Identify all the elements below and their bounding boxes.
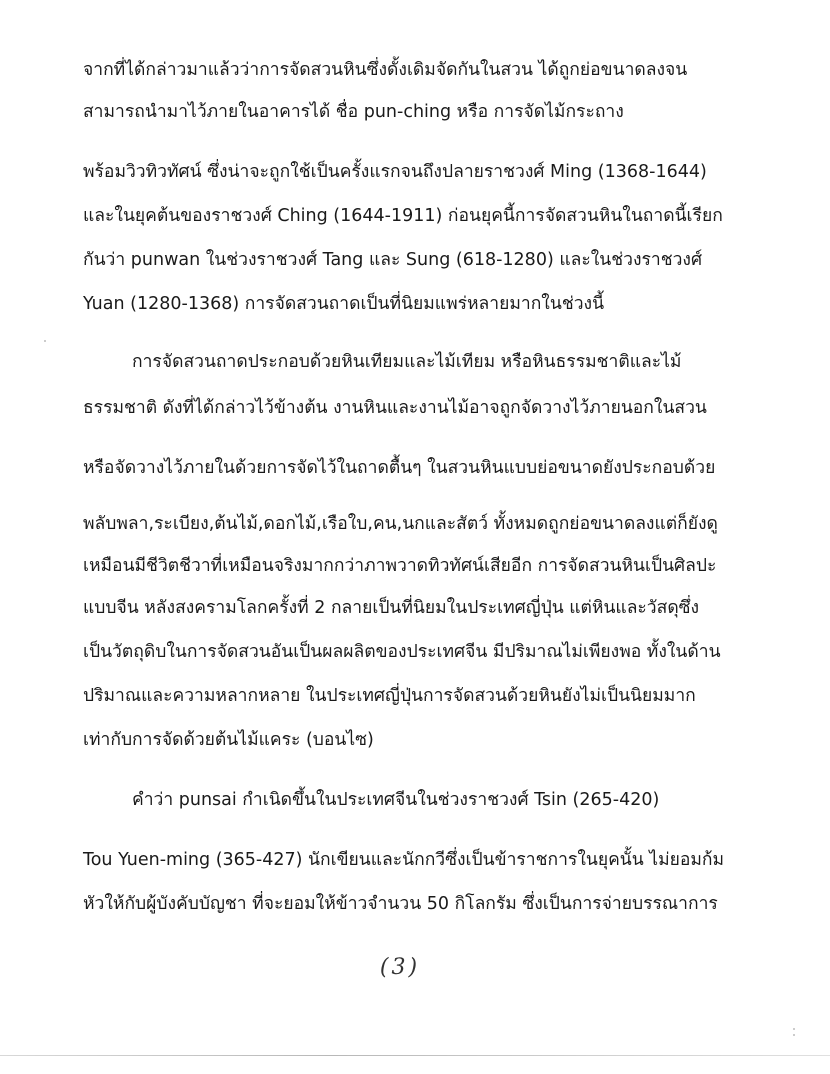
text-line-15: เท่ากับการจัดด้วยต้นไม้แคระ (บอนไซ) — [83, 730, 374, 750]
text-line-9: หรือจัดวางไว้ภายในด้วยการจัดไว้ในถาดตื้นๆ ในสวนหินแบบย่อขนาดยังประกอบด้วย — [83, 458, 716, 478]
text-line-18: หัวให้กับผู้บังคับบัญชา ที่จะยอมให้ข้าวจำนวน 50 กิโลกรัม ซึ่งเป็นการจ่ายบรรณาการ — [83, 894, 718, 914]
text-line-2: สามารถนำมาไว้ภายในอาคารได้ ชื่อ pun-ching หรือ การจัดไม้กระถาง — [83, 102, 624, 122]
text-line-16: คำว่า punsai กำเนิดขึ้นในประเทศจีนในช่วงราชวงศ์ Tsin (265-420) — [132, 790, 660, 810]
text-line-3: พร้อมวิวทิวทัศน์ ซึ่งน่าจะถูกใช้เป็นครั้งแรกจนถึงปลายราชวงศ์ Ming (1368-1644) — [83, 162, 707, 182]
text-line-10: พลับพลา,ระเบียง,ต้นไม้,ดอกไม้,เรือใบ,คน,นกและสัตว์ ทั้งหมดถูกย่อขนาดลงแต่ก็ยังดู — [83, 514, 718, 534]
text-line-6: Yuan (1280-1368) การจัดสวนถาดเป็นที่นิยมแพร่หลายมากในช่วงนี้ — [83, 294, 605, 314]
text-line-14: ปริมาณและความหลากหลาย ในประเทศญี่ปุ่นการจัดสวนด้วยหินยังไม่เป็นนิยมมาก — [83, 686, 696, 706]
scan-speck — [793, 1028, 795, 1030]
text-line-17: Tou Yuen-ming (365-427) นักเขียนและนักกวีซึ่งเป็นข้าราชการในยุคนั้น ไม่ยอมก้ม — [83, 850, 725, 870]
text-line-12: แบบจีน หลังสงครามโลกครั้งที่ 2 กลายเป็นที่นิยมในประเทศญี่ปุ่น แต่หินและวัสดุซึ่ง — [83, 598, 700, 618]
text-line-4: และในยุคต้นของราชวงศ์ Ching (1644-1911) ก่อนยุคนี้การจัดสวนหินในถาดนี้เรียก — [83, 206, 723, 226]
page-number: (3) — [379, 955, 421, 980]
scan-speck — [44, 340, 46, 342]
text-line-5: กันว่า punwan ในช่วงราชวงศ์ Tang และ Sung (618-1280) และในช่วงราชวงศ์ — [83, 250, 703, 270]
text-line-8: ธรรมชาติ ดังที่ได้กล่าวไว้ข้างต้น งานหินและงานไม้อาจถูกจัดวางไว้ภายนอกในสวน — [83, 398, 707, 418]
text-line-1: จากที่ได้กล่าวมาแล้วว่าการจัดสวนหินซึ่งดั้งเดิมจัดกันในสวน ได้ถูกย่อขนาดลงจน — [83, 60, 688, 80]
text-line-7: การจัดสวนถาดประกอบด้วยหินเทียมและไม้เทียม หรือหินธรรมชาติและไม้ — [132, 352, 682, 372]
scan-speck — [793, 1034, 795, 1036]
text-line-13: เป็นวัตถุดิบในการจัดสวนอันเป็นผลผลิตของประเทศจีน มีปริมาณไม่เพียงพอ ทั้งในด้าน — [83, 642, 721, 662]
text-line-11: เหมือนมีชีวิตชีวาที่เหมือนจริงมากกว่าภาพวาดทิวทัศน์เสียอีก การจัดสวนหินเป็นศิลปะ — [83, 556, 717, 576]
scan-edge-line — [0, 1055, 830, 1056]
